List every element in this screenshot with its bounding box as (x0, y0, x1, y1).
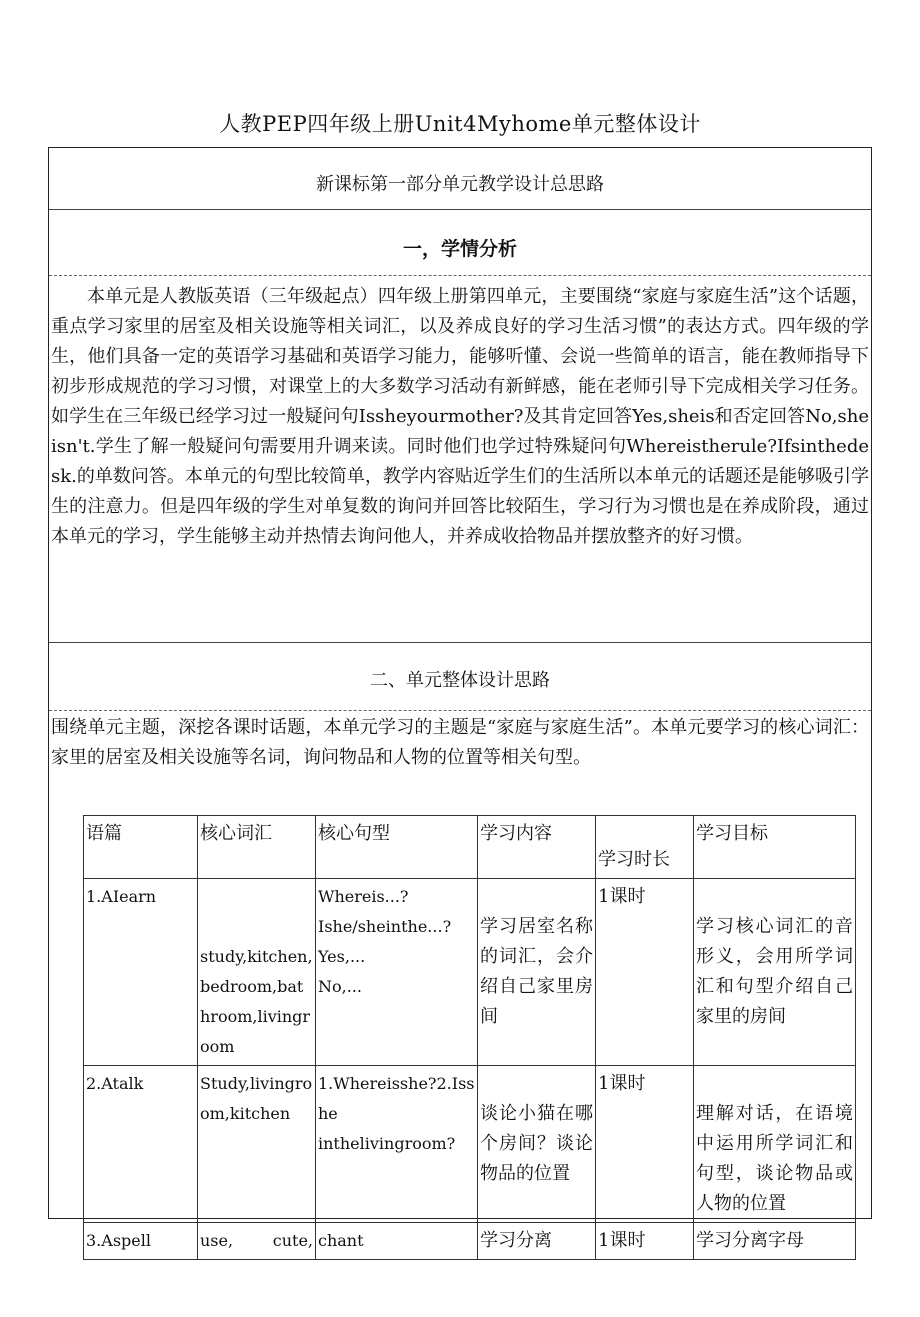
content-cell: 谈论小猫在哪个房间？谈论物品的位置 (478, 1066, 596, 1223)
divider (49, 275, 871, 276)
section2-paragraph: 围绕单元主题，深挖各课时话题，本单元学习的主题是“家庭与家庭生活”。本单元要学习的核心词汇：家里的居室及相关设施等名词，询问物品和人物的位置等相关句型。 (51, 717, 869, 768)
duration-cell: 1课时 (596, 879, 694, 1066)
vocab-cell: study,kitchen,bedroom,bathroom,livingroom (198, 879, 316, 1066)
patterns-cell (316, 879, 478, 1066)
section1-heading: 一，学情分析 (402, 238, 517, 260)
document-title: 人教PEP四年级上册Unit4Myhome单元整体设计 (219, 112, 701, 136)
table-row (84, 879, 856, 1066)
vocab-word: cute, (272, 1231, 313, 1250)
lesson-table (83, 815, 856, 1260)
patterns-cell: chant (316, 1223, 478, 1260)
patterns-cell (316, 1066, 478, 1223)
header-row-text: 新课标第一部分单元教学设计总思路 (316, 174, 604, 195)
pattern-line: 1.Whereisshe?2.Isshe (318, 1074, 475, 1123)
text-cell: 1.AIearn (84, 879, 198, 1066)
section2-body (51, 713, 869, 773)
pattern-line: Whereis...? (318, 887, 409, 906)
pattern-line: Ishe/sheinthe...? (318, 917, 452, 936)
text-cell: 2.Atalk (84, 1066, 198, 1223)
content-cell: 学习分离 (478, 1223, 596, 1260)
vocab-cell (198, 1223, 316, 1260)
outer-table (48, 147, 872, 1251)
vocab-word: use, (200, 1231, 234, 1250)
text-cell: 3.Aspell (84, 1223, 198, 1260)
divider (49, 642, 871, 643)
divider (49, 209, 871, 210)
header-cell: 语篇 (84, 816, 198, 879)
duration-cell: 1课时 (596, 1223, 694, 1260)
section1-paragraph: 本单元是人教版英语（三年级起点）四年级上册第四单元，主要围绕“家庭与家庭生活”这个话题，重点学习家里的居室及相关设施等相关词汇，以及养成良好的学习生活习惯”的表达方式。四年级的学生，他们具备一定的英语学习基础和英语学习能力，能够听懂、会说一些简单的语言，能在教师指导下初步形成规范的学习习惯，对课堂上的大多数学习活动有新鲜感，能在老师引导下完成相关学习任务。如学生在三年级已经学习过一般疑问句Issheyourmother?及其肯定回答Yes,sheis和否定回答No,sheisn't.学生了解一般疑问句需要用升调来读。同时他们也学过特殊疑问句Whereistherule?Ifsinthedesk.的单数问答。本单元的句型比较简单，教学内容贴近学生们的生活所以本单元的话题还是能够吸引学生的注意力。但是四年级的学生对单复数的询问并回答比较陌生，学习行为习惯也是在养成阶段，通过本单元的学习，学生能够主动并热情去询问他人，并养成收拾物品并摆放整齐的好习惯。 (51, 286, 869, 547)
header-cell: 核心句型 (316, 816, 478, 879)
pattern-line: Yes,... (318, 947, 366, 966)
vocab-cell: Study,livingroom,kitchen (198, 1066, 316, 1223)
table-row (84, 1066, 856, 1223)
duration-cell: 1课时 (596, 1066, 694, 1223)
header-cell: 学习目标 (694, 816, 856, 879)
header-cell: 学习时长 (596, 816, 694, 879)
section1-body (51, 282, 869, 552)
section2-heading: 二、单元整体设计思路 (370, 670, 550, 691)
pattern-line: No,... (318, 977, 362, 996)
content-cell: 学习居室名称的词汇，会介绍自己家里房间 (478, 879, 596, 1066)
table-header-row (84, 816, 856, 879)
header-cell: 学习内容 (478, 816, 596, 879)
goal-cell: 学习分离字母 (694, 1223, 856, 1260)
header-cell: 核心词汇 (198, 816, 316, 879)
divider (49, 710, 871, 711)
table-row (84, 1223, 856, 1260)
goal-cell: 学习核心词汇的音形义，会用所学词汇和句型介绍自己家里的房间 (694, 879, 856, 1066)
pattern-line: inthelivingroom? (318, 1134, 456, 1153)
goal-cell: 理解对话，在语境中运用所学词汇和句型，谈论物品或人物的位置 (694, 1066, 856, 1223)
